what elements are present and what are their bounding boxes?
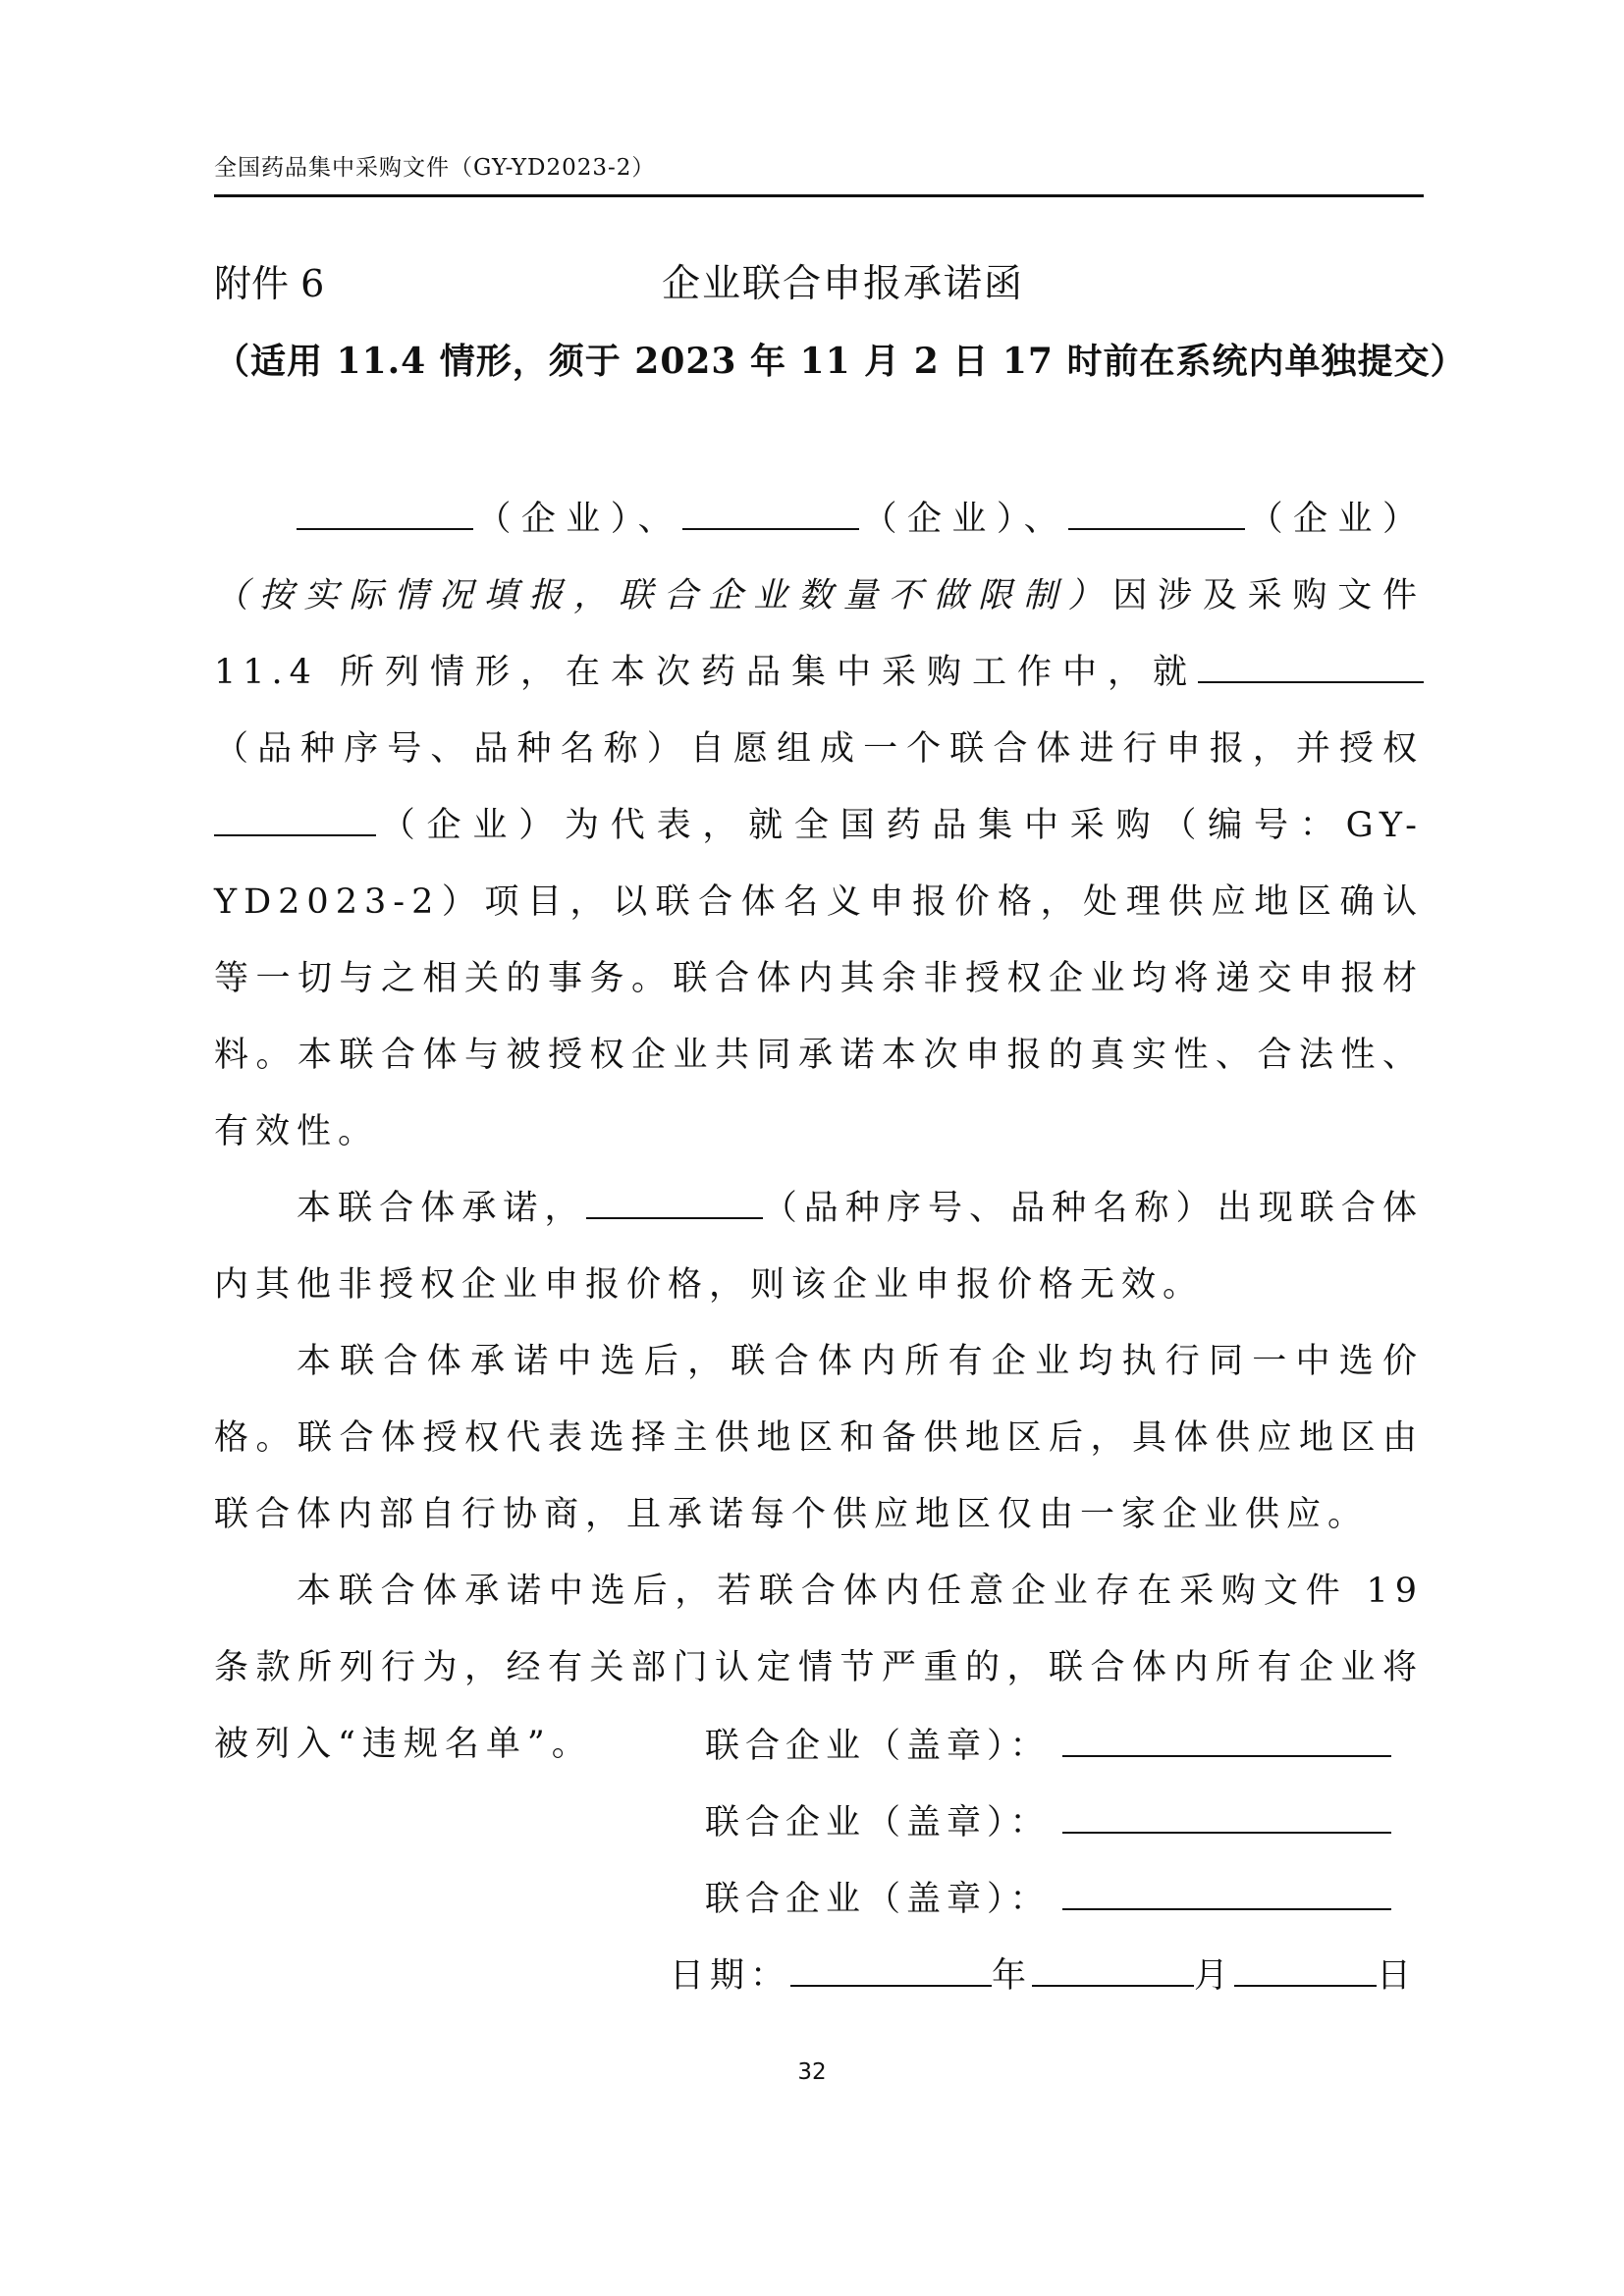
paragraph-1-text: 因涉及采购文件 11.4 所列情形，在本次药品集中采购工作中，就	[214, 576, 1424, 692]
fill-instruction-note: （按实际情况填报，联合企业数量不做限制）	[214, 576, 1113, 615]
signature-line	[705, 1708, 1424, 1785]
signature-blank[interactable]	[1062, 1720, 1391, 1757]
signature-line	[705, 1861, 1424, 1938]
letter-body	[214, 481, 1424, 1783]
year-blank[interactable]	[790, 1949, 992, 1987]
day-blank[interactable]	[1234, 1949, 1377, 1987]
signature-blank[interactable]	[1062, 1796, 1391, 1834]
enterprise-blank-1[interactable]	[297, 493, 473, 530]
signature-line	[705, 1785, 1424, 1861]
date-label: 日期：	[670, 1956, 791, 1996]
month-label: 月	[1194, 1956, 1235, 1996]
paragraph-3: 本联合体承诺中选后，联合体内所有企业均执行同一中选价格。联合体授权代表选择主供地区和备供地区后，具体供应地区由联合体内部自行协商，且承诺每个供应地区仅由一家企业供应。	[214, 1342, 1424, 1534]
signature-block	[670, 1708, 1424, 2014]
paragraph-1-text: （品种序号、品种名称）自愿组成一个联合体进行申报，并授权	[214, 729, 1424, 769]
paragraph-1-text: （企业）、	[473, 500, 683, 539]
paragraph-2-text: 本联合体承诺，	[297, 1189, 586, 1228]
signature-blank[interactable]	[1062, 1873, 1391, 1910]
paragraph-1-text: （企业）	[1245, 500, 1424, 539]
document-title: 企业联合申报承诺函	[662, 262, 1025, 306]
paragraph-1-text: （企业）、	[859, 500, 1069, 539]
date-line	[670, 1938, 1424, 2014]
page-number: 32	[797, 2059, 827, 2085]
signature-label: 联合企业（盖章）：	[705, 1727, 1051, 1766]
year-label: 年	[992, 1956, 1033, 1996]
signature-label: 联合企业（盖章）：	[705, 1880, 1051, 1919]
paragraph-1-text: （企业）为代表，就全国药品集中采购（编号：GY-YD2023-2）项目，以联合体名义申报价格，处理供应地区确认等一切与之相关的事务。联合体内其余非授权企业均将递交申报材料。本联合体与被授权企业共同承诺本次申报的真实性、合法性、有效性。	[214, 806, 1424, 1151]
month-blank[interactable]	[1032, 1949, 1194, 1987]
enterprise-blank-3[interactable]	[1068, 493, 1245, 530]
paragraph-2-text: （品种序号、品种名称）出现联合体内其他非授权企业申报价格，则该企业申报价格无效。	[214, 1189, 1424, 1305]
running-header: 全国药品集中采购文件（GY-YD2023-2）	[214, 155, 656, 181]
product-blank-2[interactable]	[586, 1182, 763, 1219]
header-rule	[214, 194, 1424, 197]
attachment-label: 附件 6	[214, 262, 325, 305]
day-label: 日	[1377, 1956, 1418, 1996]
paragraph-4: 本联合体承诺中选后，若联合体内任意企业存在采购文件 19 条款所列行为，经有关部门认定情节严重的，联合体内所有企业将被列入“违规名单”。	[214, 1572, 1424, 1764]
product-blank[interactable]	[1198, 646, 1424, 683]
paragraph-1	[214, 481, 1424, 1170]
signature-label: 联合企业（盖章）：	[705, 1803, 1051, 1842]
authorized-enterprise-blank[interactable]	[214, 799, 376, 836]
paragraph-2	[214, 1170, 1424, 1323]
title-row	[214, 253, 1424, 312]
document-subtitle: （适用 11.4 情形，须于 2023 年 11 月 2 日 17 时前在系统内单独提交）	[214, 341, 1467, 382]
enterprise-blank-2[interactable]	[682, 493, 859, 530]
